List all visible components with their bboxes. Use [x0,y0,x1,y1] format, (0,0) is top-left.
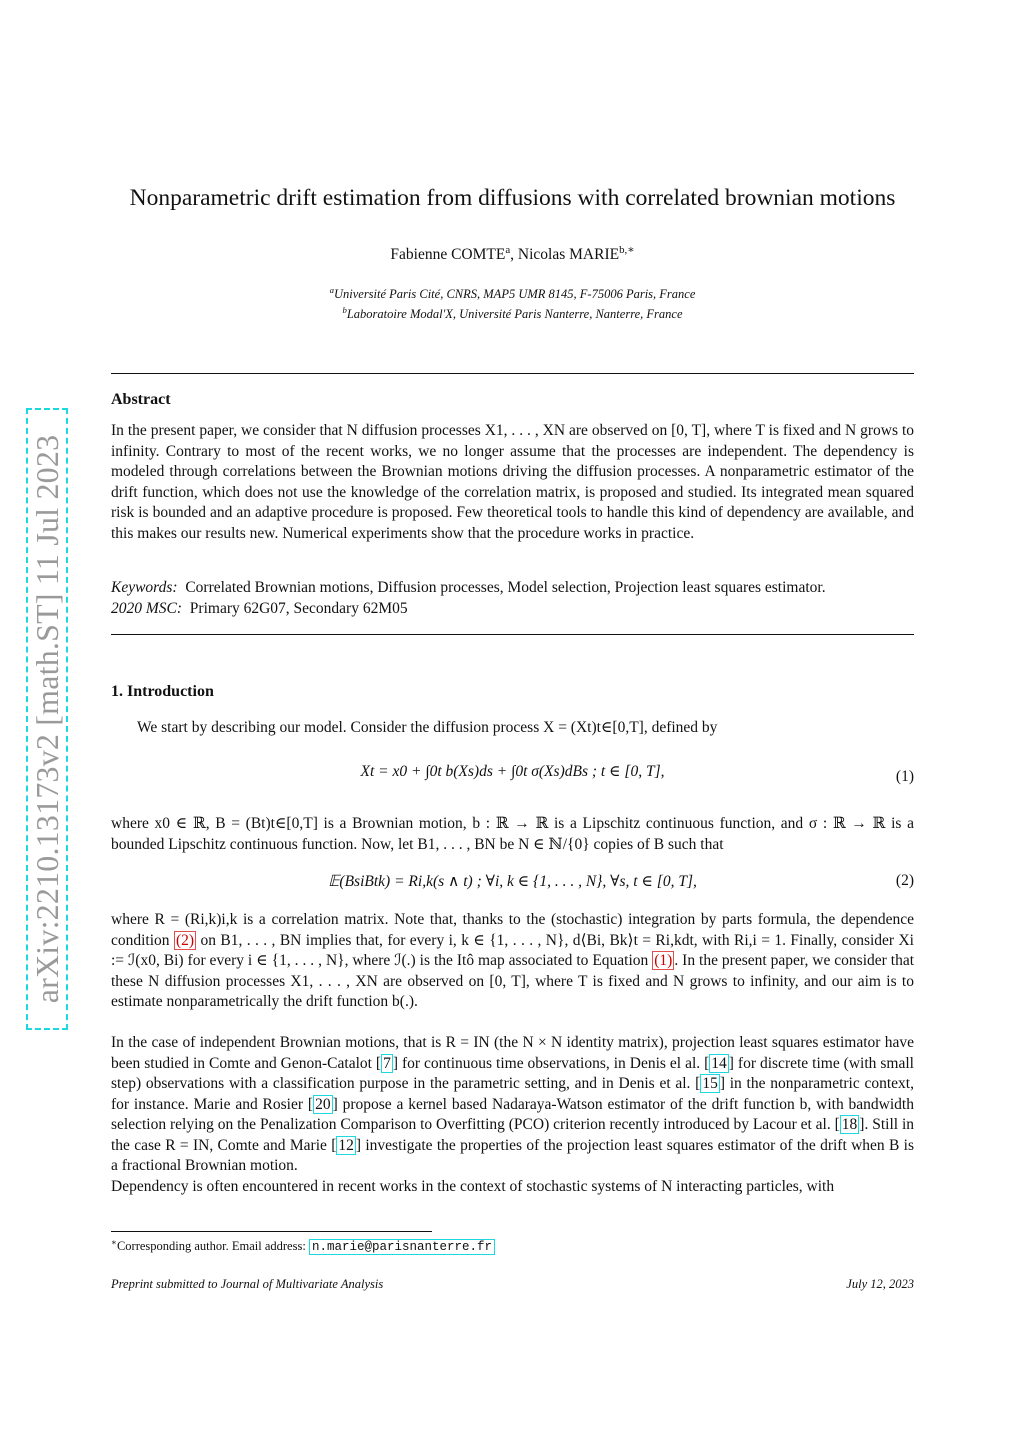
author-line: Fabienne COMTE$^a$, Nicolas $MARIE^{b,∗}$ [390,244,635,264]
keywords-label: Keywords: [111,579,178,596]
intro-paragraph-2: where x0 ∈ ℝ, B = (Bt)t∈[0,T] is a Brownian motion, b : ℝ → ℝ is a Lipschitz continuous function, and σ : ℝ → ℝ is a bounded Lipschitz continuous function. Now, let B1, . . . , BN be N ∈ ℕ/{0} copies of B such that [111,815,914,853]
equation-2-body: 𝔼(BsiBtk) = Ri,k(s ∧ t) ; ∀i, k ∈ {1, . . . , N}, ∀s, t ∈ [0, T], [328,873,697,890]
affiliation-a: $^a$Université Paris Cité, CNRS, MAP5 UMR 8145, F-75006 Paris, France [329,285,696,302]
citation-14-link[interactable]: 14 [711,1054,727,1072]
email-link[interactable]: n.marie@parisnanterre.fr [309,1239,495,1255]
footer-date: July 12, 2023 [846,1277,914,1291]
affiliation-b: $^b$Laboratoire Modal'X, Université Paris Nanterre, Nanterre, France [342,305,683,322]
intro-paragraph-4: In the case of independent Brownian motions, that is R = IN (the N × N identity matrix), projection least squares estimator have been studied in Comte and Genon-Catalot [ 7 ] for continuous time observations, in Denis el al. [ 14 ] for discrete time (with small step) observations with a classification purpose in the parametric setting, and in Denis et al. [ 15 ] in the nonparametric context, for instance. Marie and Rosier [ 20 ] propose a kernel based Nadaraya-Watson estimator of the drift function b, with bandwidth selection relying on the Penalization Comparison to Overfitting (PCO) criterion recently introduced by Lacour et al. [ 18 ]. Still in the case R = IN, Comte and Marie [ 12 ] investigate the properties of the projection least squares estimator of the drift when B is a fractional Brownian motion. [111,1034,915,1174]
abstract-top-rule [111,373,914,374]
abstract-bottom-rule [111,634,914,635]
author-marie-mark: b,∗ [619,244,635,256]
footnote-rule [111,1231,432,1232]
author-comte-mark: a [505,244,511,256]
intro-paragraph-3: where R = (Ri,k)i,k is a correlation matrix. Note that, thanks to the (stochastic) integration by parts formula, the dependence condition (2) on B1, . . . , BN implies that, for every i, k ∈ {1, . . . , N}, d⟨Bi, Bk⟩t = Ri,kdt, with Ri,i = 1. Finally, consider Xi := ℐ(x0, Bi) for every i ∈ {1, . . . , N}, where ℐ(.) is the Itô map associated to Equation (1) . In the present paper, we consider that these N diffusion processes X1, . . . , XN are observed on [0, T], where T is fixed and N grows to infinity, and our aim is to estimate nonparametrically the drift function b(.). [111,911,915,1010]
abstract-heading: Abstract [111,391,171,408]
arxiv-identifier-stamp[interactable]: arXiv:2210.13173v2 [math.ST] 11 Jul 2023 [26,408,68,1030]
equation-2 [111,872,914,912]
equation-1-body: Xt = x0 + ∫0t b(Xs)ds + ∫0t σ(Xs)dBs ; t ∈ [0, T], [360,763,665,780]
citation-12-link[interactable]: 12 [338,1136,354,1154]
equation-2-number: (2) [895,872,914,889]
paper-title: Nonparametric drift estimation from diffusions with correlated brownian motions [129,185,896,211]
equation-1-number: (1) [895,768,914,785]
affiliations [111,282,914,322]
equation-1-link[interactable]: (1) [654,952,673,969]
intro-paragraph-5: Dependency is often encountered in recent works in the context of stochastic systems of N interacting particles, with [111,1178,835,1195]
author-comte: Fabienne COMTE [390,246,506,264]
keywords: Correlated Brownian motions, Diffusion processes, Model selection, Projection least squares estimator. [185,579,826,596]
equation-2-link[interactable]: (2) [175,931,195,949]
abstract-text: In the present paper, we consider that N diffusion processes X1, . . . , XN are observed on [0, T], where T is fixed and N grows to infinity. Contrary to most of the recent works, we no longer assume that the processes are independent. The dependency is modeled through correlations between the Brownian motions driving the diffusion processes. A nonparametric estimator of the drift function, which does not use the knowledge of the correlation matrix, is proposed and studied. Its integrated mean squared risk is bounded and an adaptive procedure is proposed. Few theoretical tools to handle this kind of dependency are available, and this makes our results new. Numerical experiments show that the procedure works in practice. [111,422,914,542]
intro-paragraph-1: We start by describing our model. Consider the diffusion process X = (Xt)t∈[0,T], defined by [137,719,718,736]
citation-15-link[interactable]: 15 [702,1075,718,1092]
citation-20-link[interactable]: 20 [315,1095,331,1113]
equation-1 [111,762,914,802]
footnote: ∗Corresponding author. Email address: n.marie@parisnanterre.fr [111,1237,495,1254]
footer-journal: Preprint submitted to Journal of Multivariate Analysis [111,1277,384,1291]
msc-label: 2020 MSC: [111,599,183,617]
keywords-block [111,578,914,619]
citation-7-link[interactable]: 7 [383,1054,391,1072]
msc-codes: Primary 62G07, Secondary 62M05 [189,599,408,617]
section-heading: 1. Introduction [111,683,214,700]
citation-18-link[interactable]: 18 [841,1116,858,1133]
author-marie: Nicolas MARIE [517,246,620,264]
